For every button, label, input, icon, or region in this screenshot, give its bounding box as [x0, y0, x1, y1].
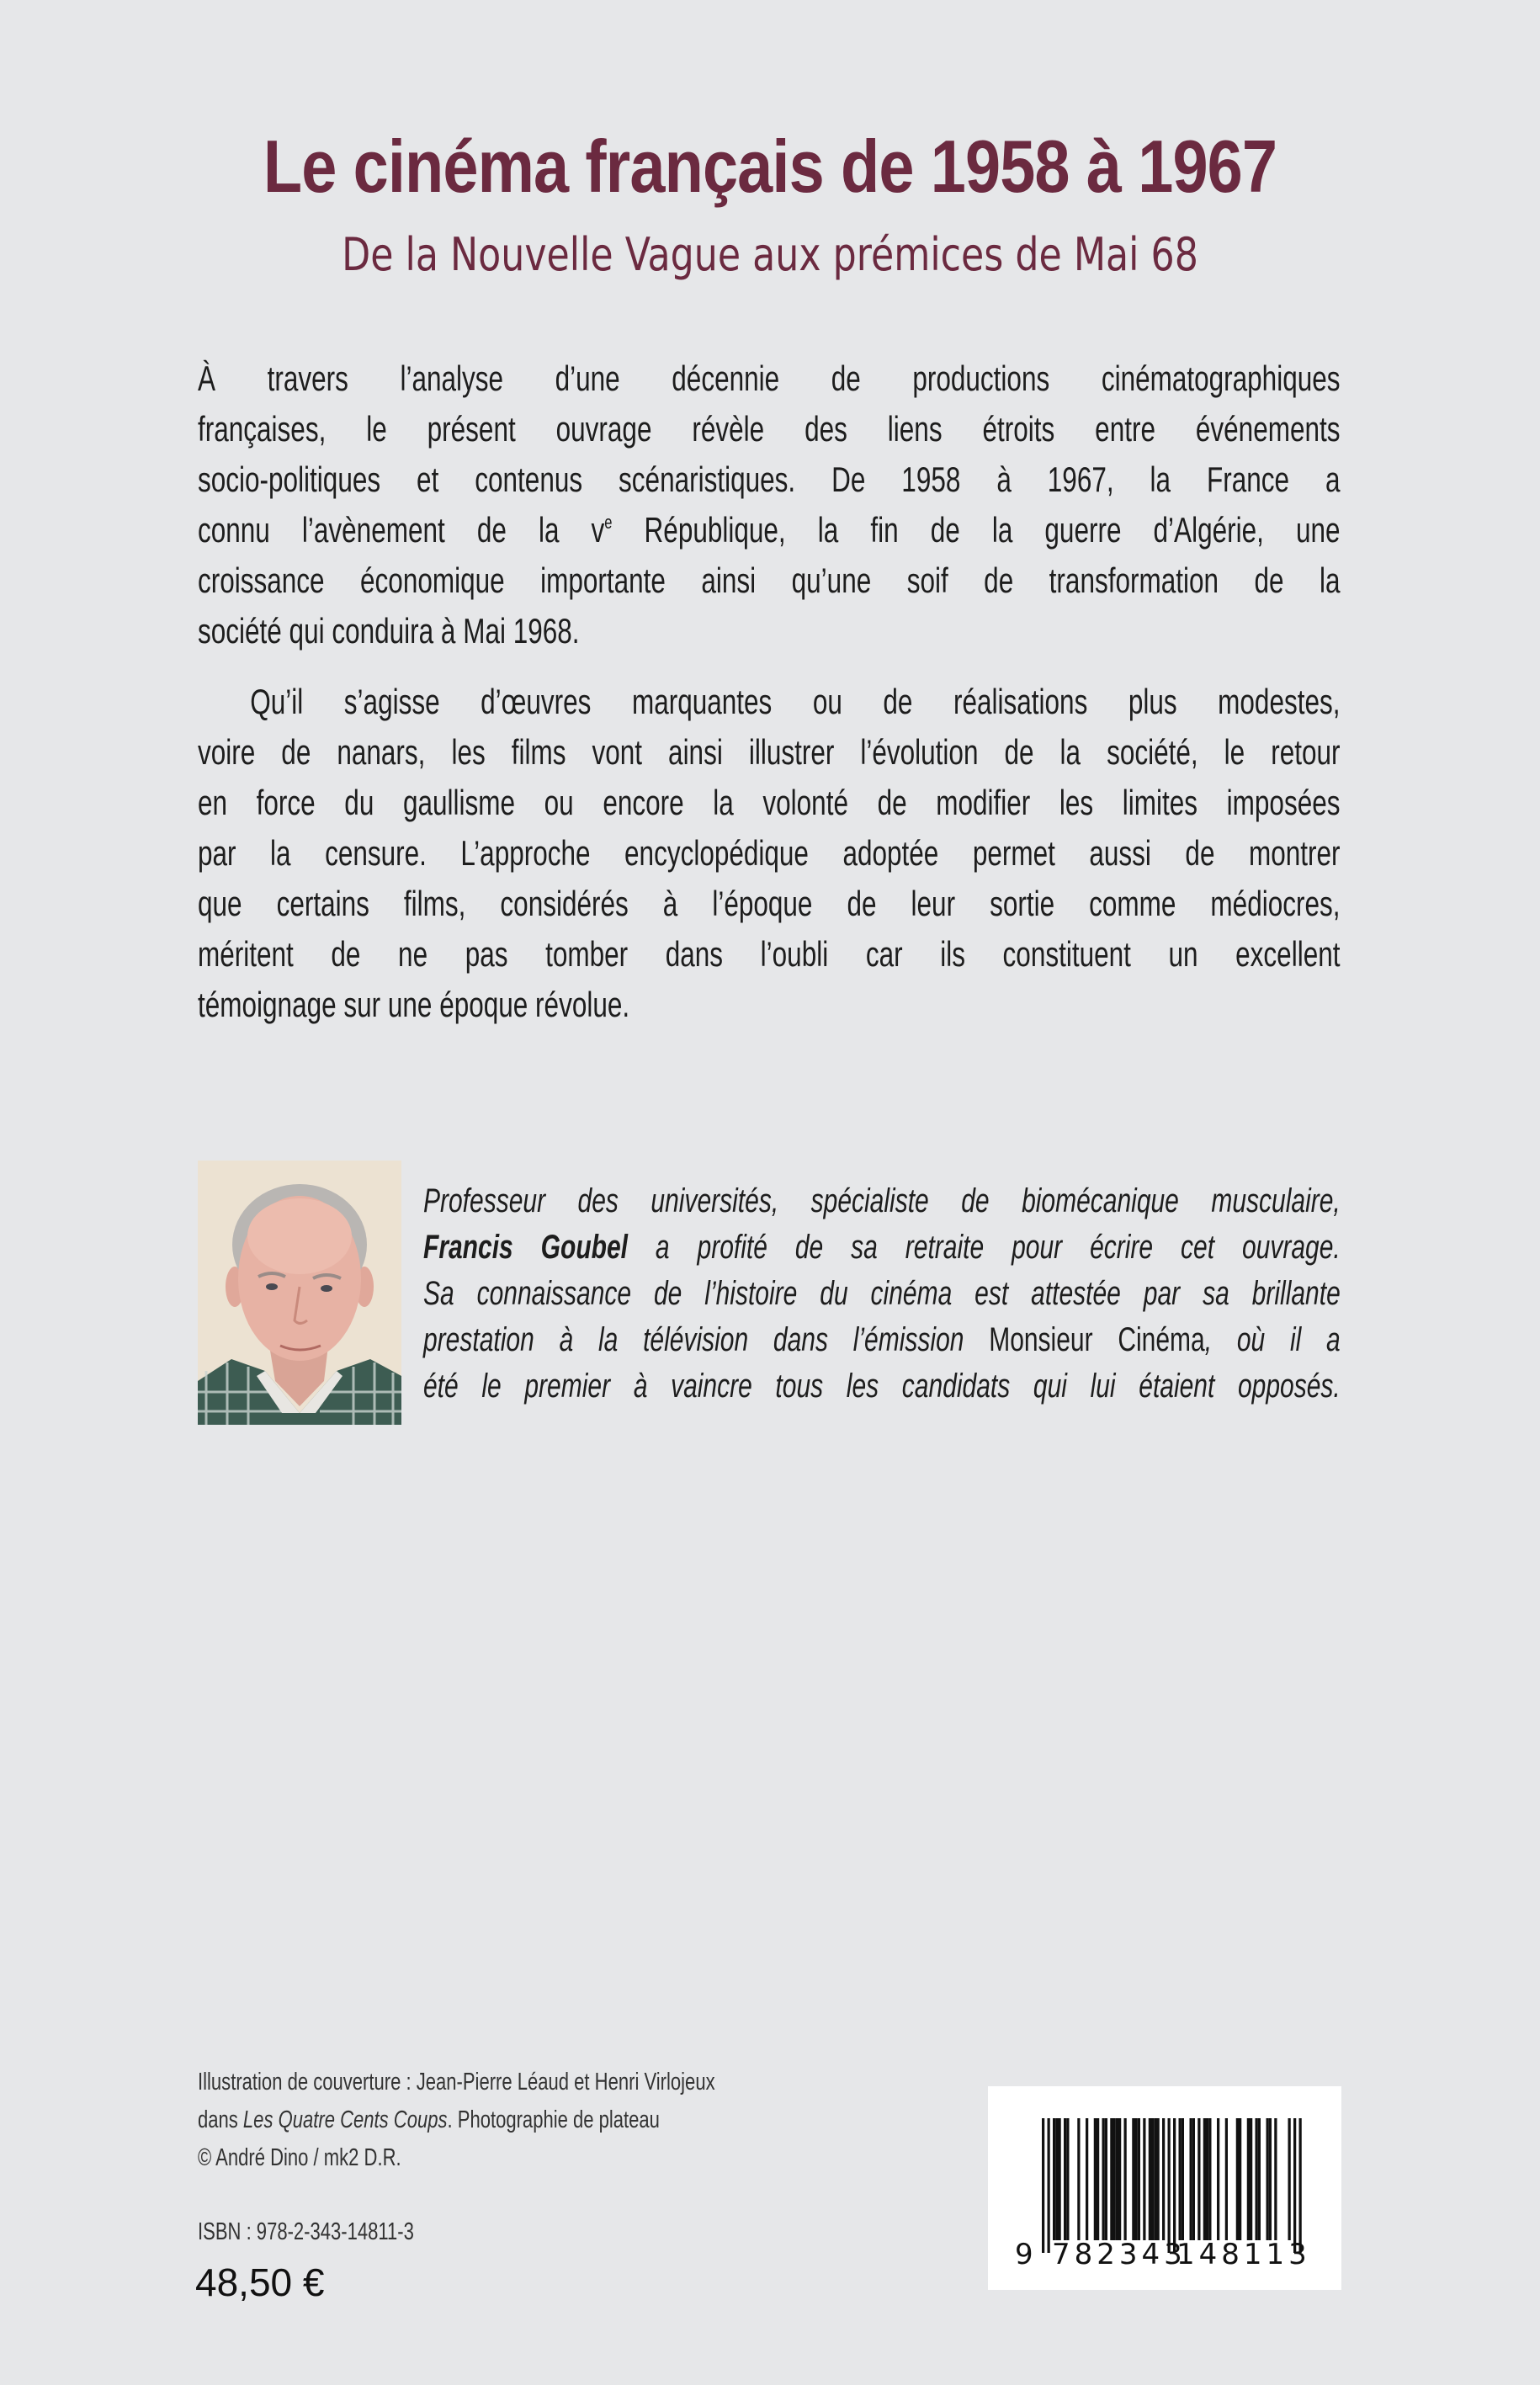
text-fragment: dans — [198, 2106, 243, 2133]
author-photo — [198, 1161, 401, 1425]
book-title: Le cinéma français de 1958 à 1967 — [263, 125, 1277, 208]
synopsis-line: voire de nanars, les films vont ainsi illustrer l’évolution de la société, le retour — [198, 732, 1341, 772]
barcode-first-digit: 9 — [1015, 2238, 1038, 2271]
tv-show-title: Monsieur Cinéma — [989, 1321, 1205, 1358]
author-portrait-icon — [198, 1161, 401, 1425]
barcode-digits — [988, 2238, 1341, 2271]
author-bio — [423, 1178, 1341, 1410]
synopsis-paragraph-2 — [198, 677, 1341, 1030]
synopsis-line: croissance économique importante ainsi qu’une soif de transformation de la — [198, 560, 1341, 600]
isbn: ISBN : 978-2-343-14811-3 — [198, 2218, 414, 2245]
author-name: Francis Goubel — [423, 1229, 628, 1266]
synopsis-line: que certains films, considérés à l’époque de leur sortie comme médiocres, — [198, 884, 1341, 923]
text-fragment: prestation à la télévision dans l’émission — [423, 1321, 990, 1358]
text-fragment: , où il a — [1204, 1321, 1341, 1358]
synopsis-line: société qui conduira à Mai 1968. — [198, 611, 580, 651]
synopsis-line: méritent de ne pas tomber dans l’oubli car ils constituent un excellent — [198, 934, 1341, 974]
synopsis-line: par la censure. L’approche encyclopédique adoptée permet aussi de montrer — [198, 833, 1341, 873]
film-title: Les Quatre Cents Coups — [242, 2106, 448, 2133]
synopsis-line: témoignage sur une époque révolue. — [198, 985, 630, 1024]
barcode-right-group: 148113 — [1176, 2238, 1311, 2271]
synopsis-line: À travers l’analyse d’une décennie de productions cinématographiques — [198, 359, 1341, 398]
synopsis — [198, 353, 1341, 1030]
bio-line: Sa connaissance de l’histoire du cinéma est attestée par sa brillante — [423, 1275, 1341, 1312]
synopsis-line: Qu’il s’agisse d’œuvres marquantes ou de réalisations plus modestes, — [250, 682, 1341, 721]
barcode-left-group: 782343 — [1052, 2238, 1187, 2271]
roman-numeral: v — [591, 510, 605, 550]
barcode — [988, 2086, 1341, 2290]
credits-line: Illustration de couverture : Jean-Pierre Léaud et Henri Virlojeux — [198, 2069, 715, 2096]
cover-credits — [198, 2064, 837, 2177]
synopsis-line — [198, 505, 1341, 555]
synopsis-line: en force du gaullisme ou encore la volonté de modifier les limites imposées — [198, 783, 1341, 822]
isbn-wrap — [198, 2215, 482, 2249]
credits-line — [198, 2101, 837, 2139]
paragraph-spacer — [198, 656, 1341, 677]
price: 48,50 € — [195, 2260, 325, 2304]
ordinal-superscript: e — [604, 512, 613, 533]
bio-line: été le premier à vaincre tous les candidats qui lui étaient opposés. — [423, 1368, 1341, 1405]
bio-line — [423, 1224, 1341, 1271]
synopsis-paragraph-1 — [198, 353, 1341, 656]
bio-line — [423, 1317, 1341, 1363]
synopsis-line: socio-politiques et contenus scénaristiques. De 1958 à 1967, la France a — [198, 459, 1341, 499]
text-fragment: connu l’avènement de la — [198, 510, 592, 550]
synopsis-line: françaises, le présent ouvrage révèle des liens étroits entre événements — [198, 409, 1341, 449]
book-subtitle: De la Nouvelle Vague aux prémices de Mai 68 — [342, 228, 1198, 281]
bio-line: Professeur des universités, spécialiste de biomécanique musculaire, — [423, 1182, 1341, 1219]
text-fragment: a profité de sa retraite pour écrire cet ouvrage. — [627, 1229, 1341, 1266]
text-fragment: . Photographie de plateau — [447, 2106, 660, 2133]
text-fragment: République, la fin de la guerre d’Algérie, une — [612, 510, 1341, 550]
credits-line: © André Dino / mk2 D.R. — [198, 2144, 401, 2171]
